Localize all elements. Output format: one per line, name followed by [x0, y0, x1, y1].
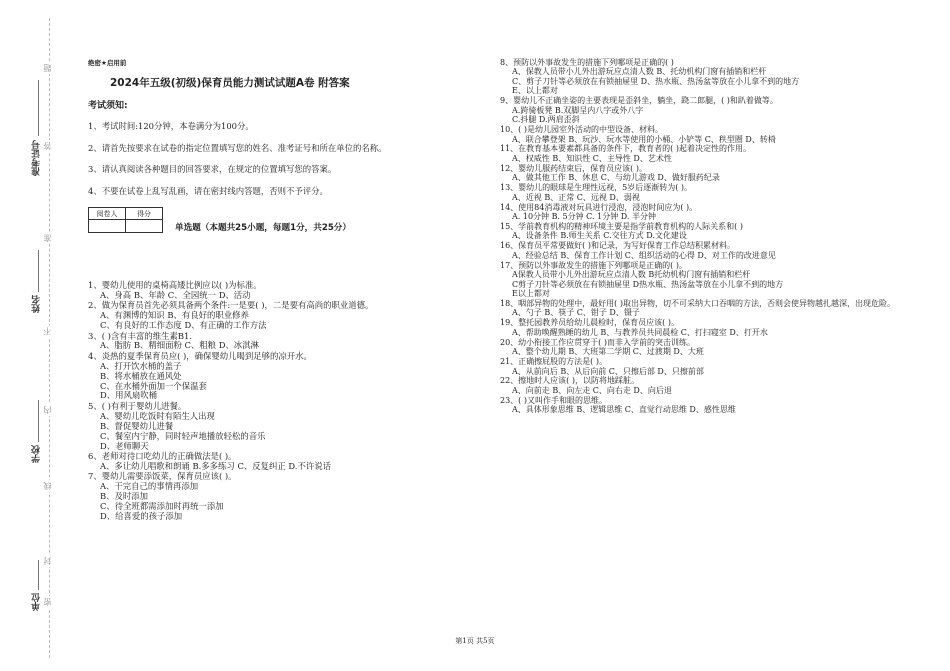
answer-options: A、保教人员带小儿外出游玩应点清人数 B、托幼机构门窗有插销和栏杆 — [512, 67, 767, 77]
question-stem: 10、( )是幼儿园室外活动的中型设备、材料。 — [500, 125, 663, 135]
gutter-line-exam-id — [38, 80, 39, 136]
question — [500, 58, 940, 96]
notice-item: 1、考试时间:120分钟，本卷满分为100分。 — [88, 121, 254, 131]
answer-options: A.跨骑板凳 B.双脚呈内八字或外八字 — [512, 105, 644, 115]
answer-options: D、老师聊天 — [100, 440, 149, 451]
question-list-right — [500, 58, 940, 415]
question-stem: 17、预防以外事故发生的措施下列哪项是正确的( )。 — [500, 260, 687, 270]
answer-options: B、督促婴幼儿进餐 — [100, 420, 174, 431]
answer-options: C、餐室内宁静，同时轻声地播放轻松的音乐 — [100, 430, 266, 441]
question-stem: 12、婴幼儿服药结束后，保育员应该( )。 — [500, 163, 647, 173]
question — [500, 222, 940, 241]
answer-options: A、权威性 B、知识性 C、主导性 D、艺术性 — [512, 153, 672, 163]
question — [500, 241, 940, 260]
seal-char: 内 — [43, 406, 52, 414]
answer-options: D、用风扇吹桶 — [100, 390, 157, 401]
answer-options: A、联合攀登架 B、玩沙、玩水等使用的小桶、小铲等 C、秩型圈 D、转椅 — [512, 134, 776, 144]
answer-options: A、干完自己的事情再添加 — [100, 481, 199, 492]
seal-char: 题 — [43, 64, 52, 72]
gutter-line-name — [38, 250, 39, 292]
answer-options: B、及时添加 — [100, 491, 149, 502]
question-stem: 4、炎热的夏季保育员应( )，确保婴幼儿喝到足够的凉开水。 — [88, 350, 312, 361]
question — [500, 183, 940, 202]
section-title: 单选题（本题共25小题，每题1分，共25分） — [175, 223, 351, 233]
answer-options: C、在水桶外面加一个保温套 — [100, 380, 207, 391]
answer-options: A、从前向后 B、从后向前 C、只擦后部 D、只擦前部 — [512, 366, 704, 376]
question — [500, 125, 940, 144]
answer-options: C.抖腿 D.两肩歪斜 — [512, 115, 580, 125]
question — [500, 261, 940, 299]
question-stem: 5、( )有利于婴幼儿进餐。 — [88, 400, 187, 411]
question — [500, 96, 940, 124]
answer-options: A、帮助唤醒熟睡的幼儿 B、与教养员共同晨检 C、打扫寝室 D、打开水 — [512, 327, 768, 337]
answer-options: C、待全班都需添加时再统一添加 — [100, 500, 224, 511]
answer-options: A、脂肪 B、精细面粉 C、粗粮 D、冰淇淋 — [100, 340, 259, 351]
answer-options: A、整个幼儿期 B、大班第二学期 C、过渡期 D、大班 — [512, 347, 704, 357]
notice-item: 3、请认真阅读各种题目的回答要求，在规定的位置填写您的答案。 — [88, 164, 337, 174]
question — [500, 144, 940, 163]
answer-options: D、给喜爱的孩子添加 — [100, 510, 183, 521]
question-stem: 6、老师对待口吃幼儿的正确做法是( )。 — [88, 450, 237, 461]
seal-char: 密 — [43, 598, 52, 606]
seal-char: 答 — [43, 142, 52, 150]
seal-char: 线 — [43, 482, 52, 490]
question-stem: 18、咽部异物的处理中，最好用( )取出异物，切不可采纳大口吞咽的方法，否则会使异物越扎越深，出现危险。 — [500, 298, 895, 308]
answer-options: E、以上都对 — [512, 86, 558, 96]
answer-options: A、打开饮水桶的盖子 — [100, 360, 182, 371]
question-stem: 3、( )含有丰富的维生素B1. — [88, 330, 193, 341]
question-stem: 21、正确擦屁股的方法是( )。 — [500, 357, 607, 367]
seal-char: 封 — [43, 557, 52, 565]
score-cell-grader[interactable] — [89, 220, 126, 233]
answer-options: A、近视 B、正常 C、远视 D、弱视 — [512, 192, 640, 202]
left-column — [88, 58, 488, 522]
answer-options: C、有良好的工作态度 D、有正确的工作方法 — [100, 320, 267, 331]
question-stem: 8、预防以外事故发生的措施下列哪项是正确的( ) — [500, 58, 674, 67]
question-stem: 11、在教育基本要素都具备的条件下，教育者的( )起着决定性的作用。 — [500, 144, 751, 154]
gutter-label-name: 姓名 — [32, 295, 42, 313]
gutter-label-exam-id: 准考证号 — [32, 140, 42, 176]
question-stem: 23、( )又叫作手和眼的思维。 — [500, 395, 607, 405]
question-stem: 1、婴幼儿使用的桌椅高矮比例应以( )为标准。 — [88, 280, 262, 290]
seal-char: 不 — [43, 327, 52, 335]
question-stem: 13、婴幼儿的眼球是生理性远视，5岁后逐渐转为( )。 — [500, 183, 693, 193]
answer-options: A、具体形象思维 B、逻辑思维 C、直觉行动思维 D、感性思维 — [512, 405, 736, 415]
page-footer: 第1页 共5页 — [455, 637, 495, 645]
question-stem: 2、做为保育员首先必须具备两个条件:一是要( )，二是要有高尚的职业道德。 — [88, 300, 374, 311]
score-table — [88, 207, 163, 233]
answer-options: A、向前走 B、向左走 C、向右走 D、向后退 — [512, 385, 672, 395]
question — [88, 332, 488, 352]
binding-gutter — [0, 0, 70, 671]
confidential-mark: 绝密★启用前 — [88, 59, 127, 67]
answer-options: A、经验总结 B、保育工作计划 C、组织活动的心得 D、对工作的改进意见 — [512, 250, 776, 260]
question — [500, 299, 940, 318]
answer-options: A、设备条件 B.师生关系 C.交往方式 D.文化建设 — [512, 231, 687, 241]
question — [500, 318, 940, 337]
gutter-line-school — [38, 400, 39, 442]
question-stem: 19、整托园教养员给幼儿晨检时，保育员应该( )。 — [500, 318, 679, 328]
question — [88, 301, 488, 331]
answer-options: A、身高 B、年龄 C、全园统一 D、活动 — [100, 289, 251, 300]
answer-options: A保教人员带小儿外出游玩应点清人数 B托幼机构门窗有插销和栏杆 — [512, 270, 751, 280]
question-stem: 16、保育员平常要做好( )和记录，为写好保育工作总结积累材料。 — [500, 241, 735, 251]
answer-options: A、多让幼儿唱歌和朗诵 B.多多练习 C、反复纠正 D.不许说话 — [100, 460, 331, 471]
question — [88, 472, 488, 522]
question-stem: 15、学前教育机构的精神环境主要是指学前教育机构的人际关系和( ) — [500, 221, 743, 231]
answer-options: E以上都对 — [512, 289, 550, 298]
answer-options: A、做其他工作 B、休息 C、与幼儿游戏 D、做好服药纪录 — [512, 173, 720, 183]
score-cell-score[interactable] — [126, 220, 163, 233]
seal-char: 准 — [43, 234, 52, 242]
question-stem: 7、婴幼儿需要添饭菜，保育员应该( )。 — [88, 471, 237, 482]
question — [500, 357, 940, 376]
answer-options: C剪子刀针等必须放在有锁抽屉里 D热水瓶、热汤盆等放在小儿拿不到的地方 — [512, 279, 784, 289]
score-section — [88, 207, 488, 233]
question-stem: 22、擦地时人应该( )，以防将地踩脏。 — [500, 376, 639, 386]
gutter-label-unit: 单位 — [32, 593, 42, 611]
question — [88, 352, 488, 402]
answer-options: A. 10分钟 B. 5分钟 C. 1分钟 D. 半分钟 — [512, 212, 656, 221]
score-header-score: 得分 — [126, 208, 163, 220]
exam-title: 2024年五级(初级)保育员能力测试试题A卷 附答案 — [110, 77, 350, 89]
answer-options: C、剪子刀针等必须放在有锁抽屉里 D、热水瓶、热汤盆等放在小儿拿不到的地方 — [512, 76, 800, 86]
question — [500, 164, 940, 183]
question — [500, 376, 940, 395]
score-header-grader: 阅卷人 — [89, 208, 126, 220]
question-stem: 20、幼小衔接工作应贯穿于( )而非入学前的突击训练。 — [500, 337, 695, 347]
question — [500, 338, 940, 357]
answer-options: A、有渊博的知识 B、有良好的职业修养 — [100, 310, 249, 321]
question — [88, 452, 488, 472]
question-stem: 9、婴幼儿不正确坐姿的主要表现是歪斜坐，躺坐，跷二郎腿，( )和趴着做等。 — [500, 96, 778, 106]
question — [88, 402, 488, 452]
question-list-left — [88, 281, 488, 522]
answer-options: B、将水桶放在通风处 — [100, 370, 182, 381]
question-stem: 14、使用84消毒液对玩具进行浸泡，浸泡时间应为( )。 — [500, 202, 698, 212]
answer-options: A、勺子 B、筷子 C、钳子 D、镊子 — [512, 308, 640, 318]
notice-item: 4、不要在试卷上乱写乱画，请在密封线内答题，否则不予评分。 — [88, 185, 328, 196]
question — [88, 281, 488, 301]
gutter-line-unit — [38, 560, 39, 590]
notice-item: 2、请首先按要求在试卷的指定位置填写您的姓名、准考证号和所在单位的名称。 — [88, 142, 387, 153]
answer-options: A、婴幼儿吃饭时有陌生人出现 — [100, 410, 215, 421]
notice-heading: 考试须知: — [88, 101, 128, 111]
question — [500, 396, 940, 415]
gutter-label-school: 学校 — [32, 445, 42, 463]
question — [500, 203, 940, 222]
